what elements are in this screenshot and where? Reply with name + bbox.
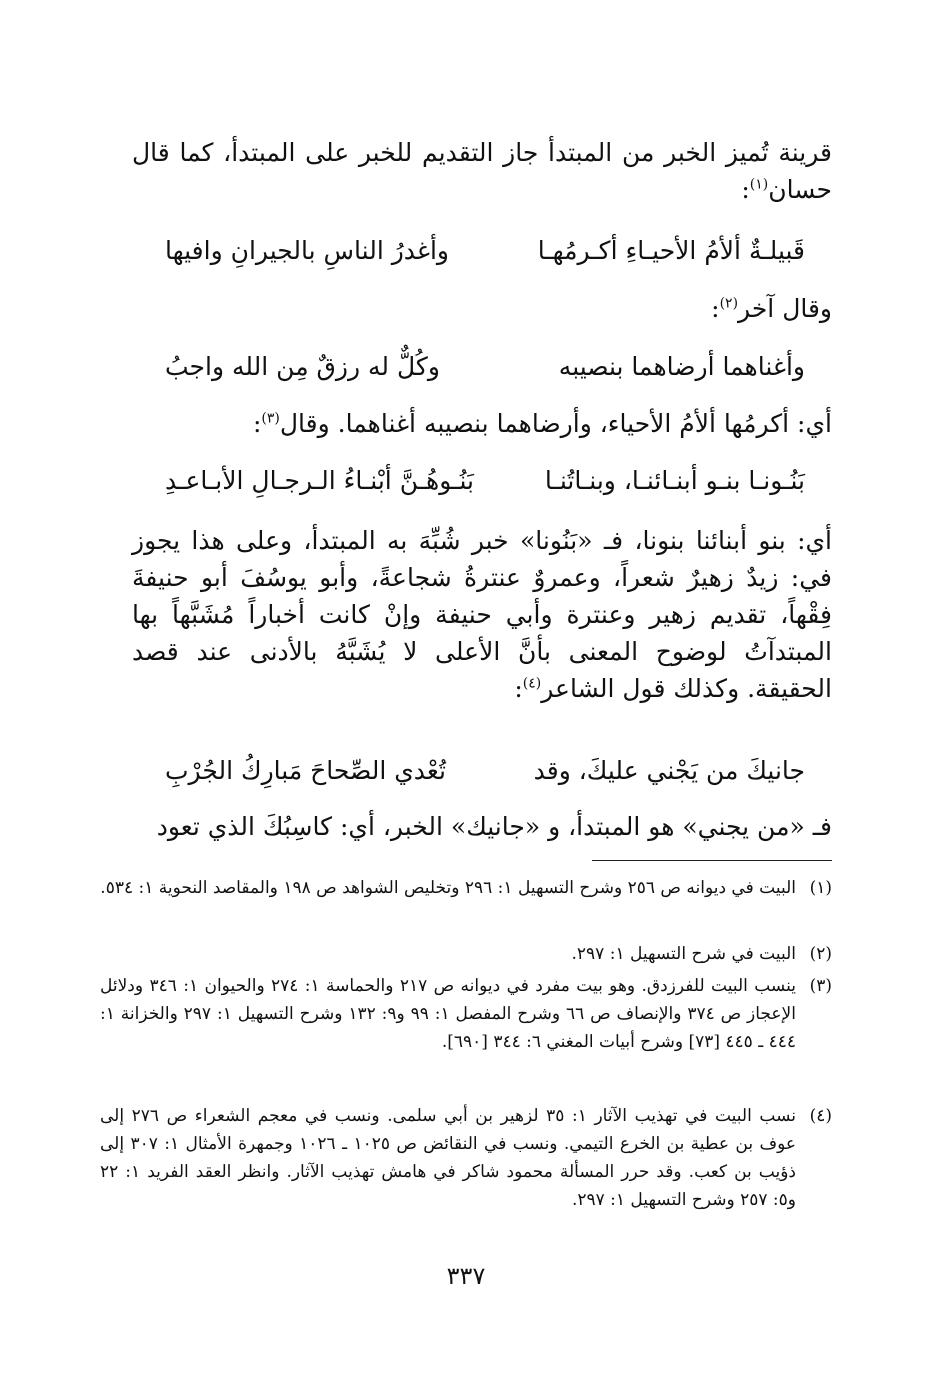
footnote-number: (٢) xyxy=(809,944,832,964)
paragraph-2 xyxy=(132,290,832,327)
verse-1-first-hemistich: قَبيلـةٌ ألأمُ الأحيـاءِ أكـرمُهـا xyxy=(537,236,805,265)
page-number: ٣٣٧ xyxy=(446,1262,486,1290)
verse-4-second-hemistich: تُعْدي الصِّحاحَ مَبارِكُ الجُرْبِ xyxy=(165,756,446,785)
footnote-ref-4[interactable]: (٤) xyxy=(522,675,542,692)
footnote-text: ينسب البيت للفرزدق. وهو بيت مفرد في ديوانه ص ٢١٧ والحماسة ١: ٢٧٤ والحيوان ١: ٣٤٦ ودلائل الإعجاز ص ٣٧٤ والإنصاف ص ٦٦ وشرح المفصل ١: ٩٩ و٩: ١٣٢ وشرح التسهيل ١: ٢٩٧ والخزانة ١: ٤٤٤ ـ ٤٤٥ [٧٣] وشرح أبيات المغني ٦: ٣٤٤ [٦٩٠]. xyxy=(100,976,796,1052)
footnote-separator xyxy=(592,860,832,861)
verse-1-second-hemistich: وأغدرُ الناسِ بالجيرانِ وافيها xyxy=(165,236,449,265)
footnote-ref-1[interactable]: (١) xyxy=(749,176,769,193)
paragraph-2-text: وقال آخر xyxy=(738,294,832,323)
verse-1 xyxy=(165,232,805,269)
footnote-number: (١) xyxy=(809,878,832,898)
paragraph-4-colon: : xyxy=(514,674,523,703)
footnote-number: (٤) xyxy=(809,1106,832,1126)
verse-2-second-hemistich: وكُلٌّ له رزقٌ مِن الله واجبُ xyxy=(165,352,440,381)
paragraph-4-text: أي: بنو أبنائنا بنونا، فـ «بَنُونا» خبر شُبِّهَ به المبتدأ، وعلى هذا يجوز في: زيدٌ زهيرٌ شعراً، وعمروٌ عنترةُ شجاعةً، وأبو يوسُفَ أبو حنيفةَ فِقْهاً، تقديم زهير وعنترة وأبي حنيفة وإنْ كانت أخباراً مُشَبَّهاً بها المبتدآتُ لوضوح المعنى بأنَّ الأعلى لا يُشَبَّهُ بالأدنى عند قصد الحقيقة. وكذلك قول الشاعر xyxy=(132,526,832,703)
footnote-text: البيت في ديوانه ص ٢٥٦ وشرح التسهيل ١: ٢٩٦ وتخليص الشواهد ص ١٩٨ والمقاصد النحوية ١: ٥٣٤. xyxy=(100,878,796,898)
paragraph-3-text: أي: أكرمُها ألأمُ الأحياء، وأرضاهما بنصيبه أغناهما. وقال xyxy=(279,409,832,438)
verse-3-second-hemistich: بَنُـوهُـنَّ أبْنـاءُ الـرجـالِ الأبـاعـدِ xyxy=(165,466,474,495)
paragraph-2-colon: : xyxy=(711,294,720,323)
verse-4-first-hemistich: جانيكَ من يَجْني عليكَ، وقد xyxy=(533,756,805,785)
footnote-3 xyxy=(100,972,832,1056)
paragraph-5 xyxy=(132,808,832,845)
verse-2 xyxy=(165,348,805,385)
paragraph-3-colon: : xyxy=(252,409,262,438)
verse-3-first-hemistich: بَنُـونـا بنـو أبنـائنـا، وبنـاتُنـا xyxy=(544,466,805,495)
paragraph-1-text: قرينة تُميز الخبر من المبتدأ جاز التقديم للخبر على المبتدأ، كما قال حسان xyxy=(132,138,832,204)
footnote-1 xyxy=(100,874,832,902)
paragraph-1 xyxy=(132,134,832,208)
footnote-4 xyxy=(100,1102,832,1214)
footnote-text: نسب البيت في تهذيب الآثار ١: ٣٥ لزهير بن أبي سلمى. ونسب في معجم الشعراء ص ٢٧٦ إلى عوف بن عطية بن الخرع التيمي. ونسب في النقائض ص ١٠٢٥ ـ ١٠٢٦ وجمهرة الأمثال ١: ٣٠٧ إلى ذؤيب بن كعب. وقد حرر المسألة محمود شاكر في هامش تهذيب الآثار. وانظر العقد الفريد ١: ٢٢ و٥: ٢٥٧ وشرح التسهيل ١: ٢٩٧. xyxy=(100,1106,797,1210)
footnote-2 xyxy=(100,940,832,968)
paragraph-5-text: فـ «من يجني» هو المبتدأ، و «جانيك» الخبر، أي: كاسِبُكَ الذي تعود xyxy=(156,812,832,841)
paragraph-1-colon: : xyxy=(741,175,750,204)
verse-3 xyxy=(165,462,805,499)
footnote-text: البيت في شرح التسهيل ١: ٢٩٧. xyxy=(571,944,796,964)
paragraph-4 xyxy=(132,522,832,707)
paragraph-3 xyxy=(132,405,832,442)
footnote-ref-2[interactable]: (٢) xyxy=(719,295,739,312)
footnote-ref-3[interactable]: (٣) xyxy=(261,410,280,427)
footnote-number: (٣) xyxy=(809,976,832,996)
verse-4 xyxy=(165,752,805,789)
verse-2-first-hemistich: وأغناهما أرضاهما بنصيبه xyxy=(558,352,805,381)
